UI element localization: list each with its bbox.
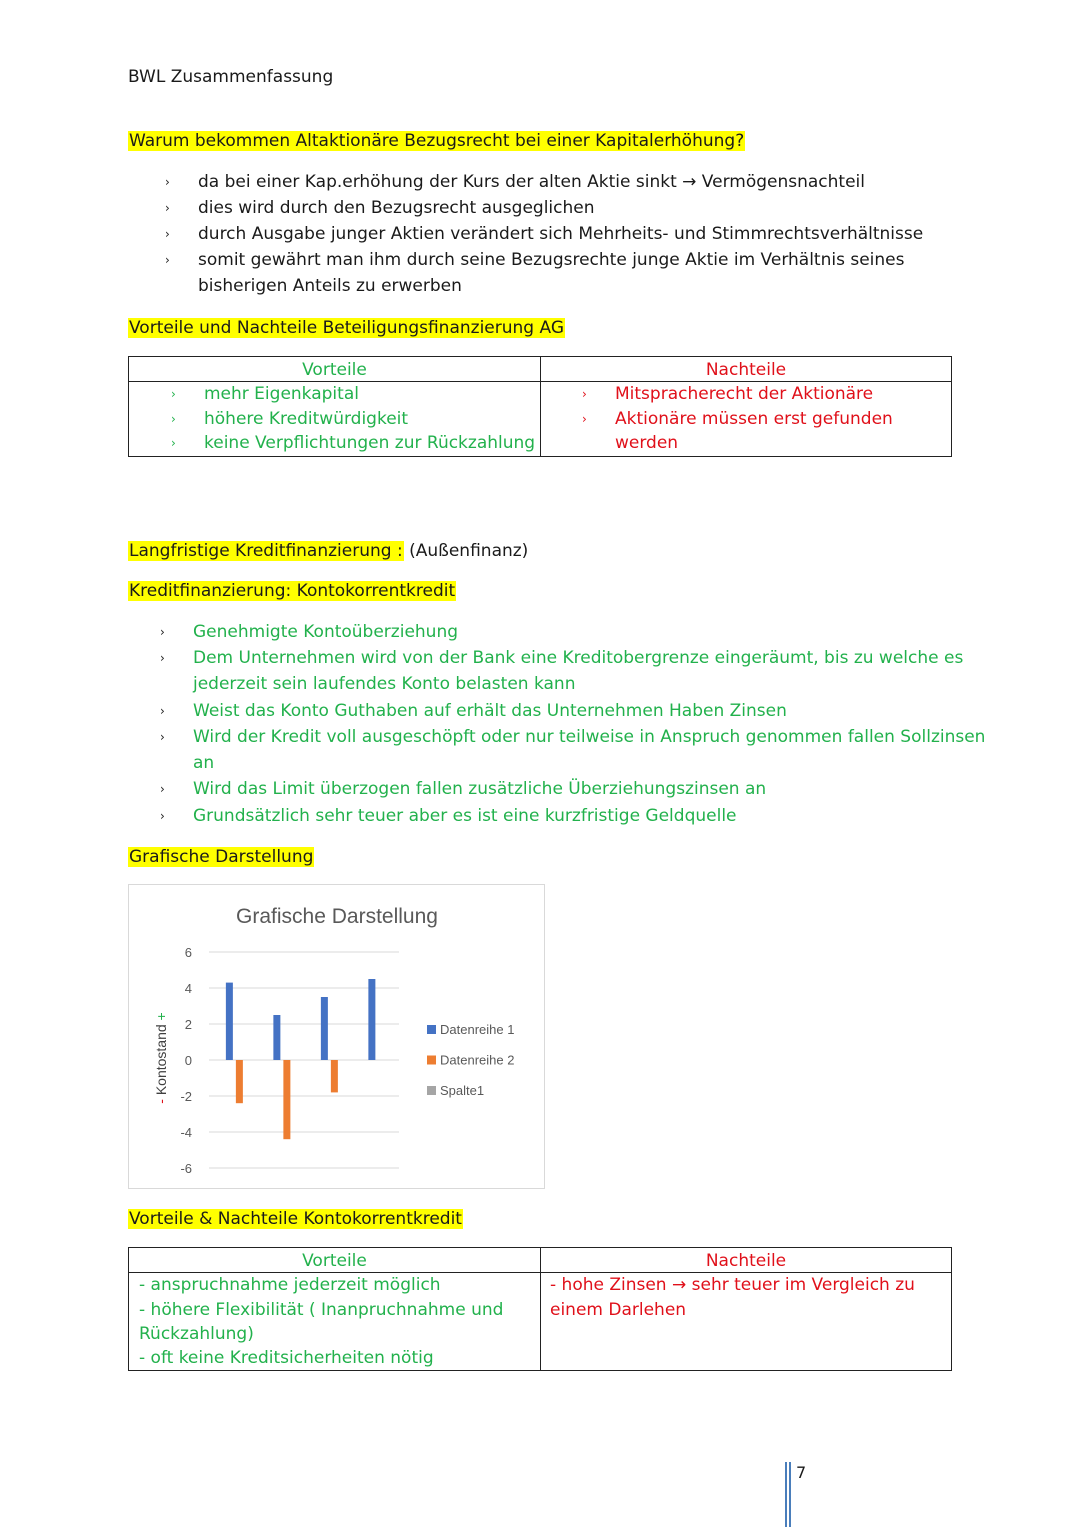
bullet-icon: › <box>160 730 165 744</box>
y-axis-plus-sign: + <box>153 1012 169 1021</box>
vorteile-column-header: Vorteile <box>302 1251 367 1271</box>
chart-y-axis-label <box>153 1012 169 1103</box>
y-tick-label: -4 <box>180 1125 192 1140</box>
list-item: somit gewährt man ihm durch seine Bezugsrechte junge Aktie im Verhältnis seines <box>198 250 905 270</box>
list-item: Dem Unternehmen wird von der Bank eine Kreditobergrenze eingeräumt, bis zu welche es <box>193 648 964 668</box>
list-item: Weist das Konto Guthaben auf erhält das Unternehmen Haben Zinsen <box>193 701 787 721</box>
section-heading-langfristige-kreditfinanzierung <box>128 539 528 563</box>
bullet-icon: › <box>165 201 170 215</box>
page-number: 7 <box>796 1463 807 1482</box>
y-tick-label: 0 <box>184 1053 192 1068</box>
heading-highlight: Kreditfinanzierung: Kontokorrentkredit <box>129 581 456 601</box>
vorteil-item: - höhere Flexibilität ( Inanpruchnahme und <box>139 1300 504 1320</box>
y-tick-label: 2 <box>184 1017 192 1032</box>
heading-suffix: (Außenfinanz) <box>403 541 529 561</box>
section-heading-grafische-darstellung <box>128 845 314 869</box>
legend-label: Spalte1 <box>440 1083 485 1098</box>
chart-bars <box>226 979 376 1139</box>
legend-label: Datenreihe 2 <box>440 1052 515 1068</box>
document-header-title: BWL Zusammenfassung <box>128 67 334 87</box>
kontokorrent-pros-cons-table <box>128 1247 952 1371</box>
list-item: durch Ausgabe junger Aktien verändert sich Mehrheits- und Stimmrechtsverhältnisse <box>198 224 924 244</box>
vorteil-item: höhere Kreditwürdigkeit <box>204 409 409 429</box>
bullet-icon: › <box>160 809 165 823</box>
bar-datenreihe-2 <box>283 1060 290 1139</box>
list-item-continuation: jederzeit sein laufendes Konto belasten kann <box>193 674 576 694</box>
y-axis-label-text: Kontostand <box>153 1020 169 1100</box>
chart-y-ticks <box>180 945 192 1176</box>
nachteil-item: Aktionäre müssen erst gefunden <box>615 409 893 429</box>
section-heading-kontokorrent-pros-cons <box>128 1207 463 1231</box>
chart-title: Grafische Darstellung <box>236 905 438 928</box>
vorteil-item: - anspruchnahme jederzeit möglich <box>139 1275 441 1295</box>
list-item: da bei einer Kap.erhöhung der Kurs der alten Aktie sinkt → Vermögensnachteil <box>198 172 865 192</box>
section-heading-bezugsrecht <box>128 129 745 153</box>
bullet-icon: › <box>160 625 165 639</box>
y-tick-label: -2 <box>180 1089 192 1104</box>
kontokorrent-chart <box>128 884 545 1189</box>
bullet-icon: › <box>171 387 176 401</box>
list-item-continuation: an <box>193 753 215 773</box>
list-item-continuation: bisherigen Anteils zu erwerben <box>198 276 462 296</box>
bar-datenreihe-1 <box>321 997 328 1060</box>
bar-datenreihe-2 <box>236 1060 243 1103</box>
heading-highlight: Vorteile und Nachteile Beteiligungsfinanzierung AG <box>129 318 564 338</box>
bullet-icon: › <box>160 651 165 665</box>
heading-highlight: Grafische Darstellung <box>129 847 314 867</box>
section-heading-beteiligungsfinanzierung <box>128 316 565 340</box>
list-item: Genehmigte Kontoüberziehung <box>193 622 459 642</box>
beteiligung-pros-cons-table <box>128 356 952 457</box>
legend-swatch <box>427 1025 436 1034</box>
vorteil-item: - oft keine Kreditsicherheiten nötig <box>139 1348 434 1368</box>
vorteil-item-continuation: Rückzahlung) <box>139 1324 254 1344</box>
list-item: Wird das Limit überzogen fallen zusätzliche Überziehungszinsen an <box>193 779 767 799</box>
section-heading-kontokorrentkredit <box>128 579 456 603</box>
nachteil-item: - hohe Zinsen → sehr teuer im Vergleich zu <box>550 1275 915 1295</box>
list-item: Wird der Kredit voll ausgeschöpft oder nur teilweise in Anspruch genommen fallen Sollzinsen <box>193 727 986 747</box>
bar-datenreihe-1 <box>368 979 375 1060</box>
y-axis-minus-sign: - <box>153 1099 169 1104</box>
bullet-icon: › <box>582 387 587 401</box>
y-tick-label: 6 <box>184 945 192 960</box>
y-tick-label: 4 <box>184 981 192 996</box>
page-number-accent-bar <box>785 1462 787 1527</box>
nachteil-item: Mitspracherecht der Aktionäre <box>615 384 874 404</box>
vorteil-item: mehr Eigenkapital <box>204 384 359 404</box>
nachteile-column-header: Nachteile <box>705 360 787 380</box>
bar-datenreihe-1 <box>273 1015 280 1060</box>
heading-highlight: Langfristige Kreditfinanzierung : <box>129 541 403 561</box>
y-tick-label: -6 <box>180 1161 192 1176</box>
heading-highlight: Vorteile & Nachteile Kontokorrentkredit <box>129 1209 462 1229</box>
vorteile-column-header: Vorteile <box>302 360 367 380</box>
bullet-icon: › <box>582 412 587 426</box>
list-item: Grundsätzlich sehr teuer aber es ist eine kurzfristige Geldquelle <box>193 806 737 826</box>
bullet-icon: › <box>160 782 165 796</box>
list-item: dies wird durch den Bezugsrecht ausgeglichen <box>198 198 595 218</box>
legend-swatch <box>427 1056 436 1065</box>
nachteile-column-header: Nachteile <box>705 1251 787 1271</box>
nachteil-item-continuation: einem Darlehen <box>550 1300 687 1320</box>
bullet-icon: › <box>171 412 176 426</box>
bullet-icon: › <box>165 253 170 267</box>
bullet-icon: › <box>165 227 170 241</box>
vorteil-item: keine Verpflichtungen zur Rückzahlung <box>204 433 536 453</box>
chart-legend <box>427 1022 514 1098</box>
bullet-icon: › <box>165 175 170 189</box>
bar-datenreihe-2 <box>331 1060 338 1092</box>
heading-highlight: Warum bekommen Altaktionäre Bezugsrecht bei einer Kapitalerhöhung? <box>129 131 745 151</box>
legend-swatch <box>427 1086 436 1095</box>
bullet-icon: › <box>160 704 165 718</box>
bullet-icon: › <box>171 436 176 450</box>
nachteil-item-continuation: werden <box>615 433 679 453</box>
legend-label: Datenreihe 1 <box>440 1022 515 1037</box>
bar-datenreihe-1 <box>226 983 233 1060</box>
page-number-accent-bar <box>789 1462 791 1527</box>
chart-svg <box>129 885 546 1190</box>
